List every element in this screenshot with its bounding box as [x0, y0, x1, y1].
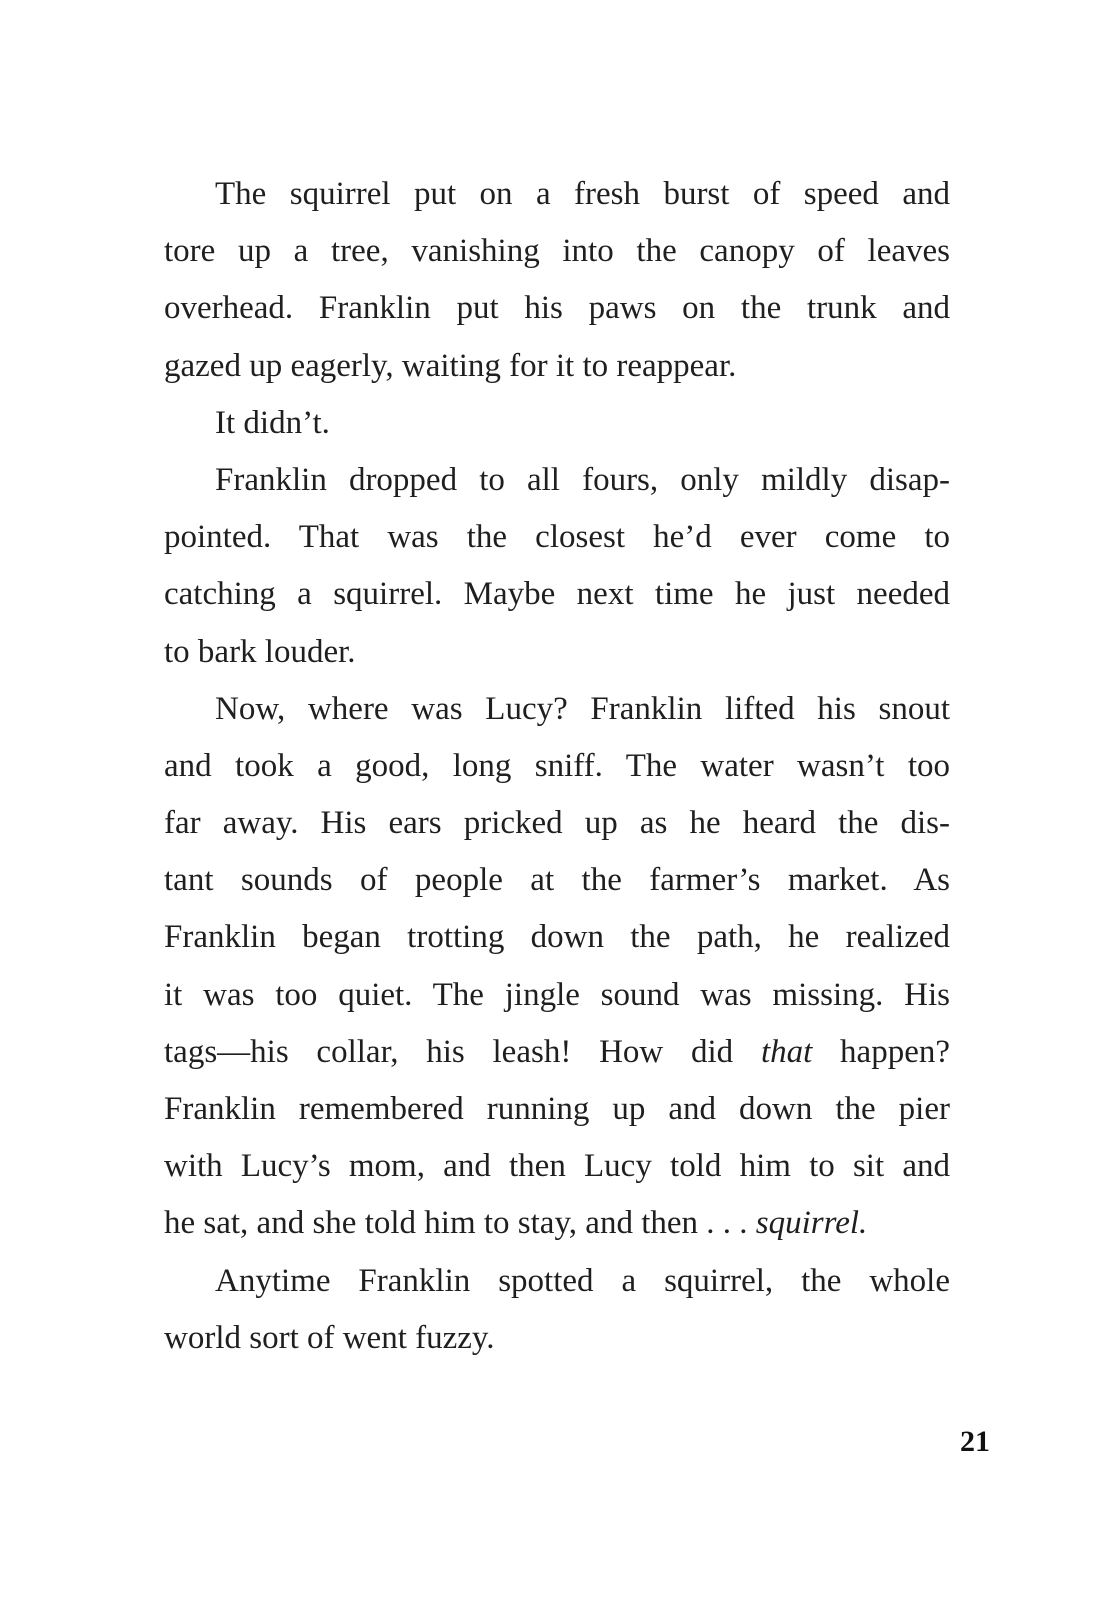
text-line: Now, where was Lucy? Franklin lifted his snout	[215, 690, 950, 727]
text-line	[164, 1024, 950, 1081]
text-line: it was too quiet. The jingle sound was missing. His	[164, 976, 950, 1013]
body-text	[164, 166, 950, 1367]
page-number: 21	[960, 1425, 990, 1458]
text-line: tore up a tree, vanishing into the canopy of leaves	[164, 233, 950, 270]
italic-run: squirrel.	[755, 1205, 868, 1242]
text-line: with Lucy’s mom, and then Lucy told him to sit and	[164, 1148, 950, 1185]
text-line: tant sounds of people at the farmer’s market. As	[164, 862, 950, 899]
text-line: catching a squirrel. Maybe next time he just needed	[164, 576, 950, 613]
text-run: tags—his collar, his leash! How did	[164, 1033, 761, 1070]
text-line: The squirrel put on a fresh burst of speed and	[215, 176, 950, 212]
text-line: Franklin remembered running up and down the pier	[164, 1091, 950, 1127]
text-line: Anytime Franklin spotted a squirrel, the whole	[215, 1262, 950, 1299]
text-line: Franklin began trotting down the path, he realized	[164, 919, 950, 956]
text-line: to bark louder.	[164, 633, 356, 670]
text-line: far away. His ears pricked up as he heard the dis-	[164, 805, 950, 842]
italic-run: that	[760, 1033, 813, 1070]
text-line: gazed up eagerly, waiting for it to reappear.	[164, 347, 737, 384]
text-line: It didn’t.	[215, 404, 330, 441]
text-run: he sat, and she told him to stay, and then . . .	[164, 1205, 756, 1242]
text-line: overhead. Franklin put his paws on the trunk and	[164, 290, 950, 327]
text-line: pointed. That was the closest he’d ever come to	[164, 519, 950, 556]
text-line: and took a good, long sniff. The water wasn’t too	[164, 747, 950, 784]
text-line	[164, 1195, 950, 1252]
text-line: Franklin dropped to all fours, only mildly disap-	[215, 461, 950, 498]
text-run: happen?	[812, 1033, 950, 1070]
text-line: world sort of went fuzzy.	[164, 1319, 495, 1356]
